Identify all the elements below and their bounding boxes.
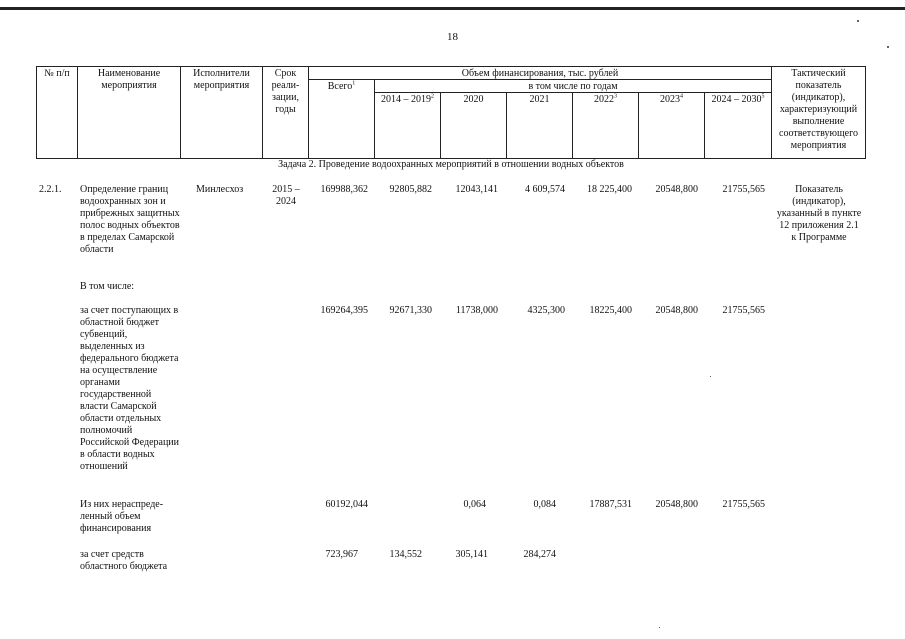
header-total xyxy=(308,79,375,159)
federal-funding-name: за счет поступающих в областной бюджет субвенций, выделенных из федерального бюджета на осуществление органами государственной власти Самарской области отдельных полномочий Российской Федерации в области водных отношений xyxy=(80,305,180,472)
header-indicator xyxy=(771,66,866,159)
year-footnote: 2 xyxy=(431,93,434,100)
value-2014-2019: 92805,882 xyxy=(389,184,432,195)
header-year-2024-2030 xyxy=(704,92,772,159)
header-period-text: Срок реали-зации, годы xyxy=(271,68,300,115)
regional-funding-name: за счет средств областного бюджета xyxy=(80,549,168,572)
total-value: 169264,395 xyxy=(320,305,368,316)
header-year-2022 xyxy=(572,92,639,159)
period: 2015 – 2024 xyxy=(272,184,300,207)
value-2022: 17887,531 xyxy=(589,499,632,510)
row-number: 2.2.1. xyxy=(39,184,62,195)
value-2014-2019: 134,552 xyxy=(389,549,422,560)
total-value: 60192,044 xyxy=(325,499,368,510)
total-value: 723,967 xyxy=(325,549,358,560)
value-2021: 0,084 xyxy=(533,499,556,510)
value-2022: 18225,400 xyxy=(589,305,632,316)
value-2024-2030: 21755,565 xyxy=(722,499,765,510)
top-border-rule xyxy=(0,7,905,10)
task-heading: Задача 2. Проведение водоохранных мероприятий в отношении водных объектов xyxy=(278,159,624,170)
scan-speck xyxy=(710,376,711,377)
header-funding xyxy=(308,66,772,80)
header-indicator-text: Тактический показатель (индикатор), характеризующий выполнение соответствующего мероприятия xyxy=(779,68,858,151)
measure-name: Определение границ водоохранных зон и прибрежных защитных полос водных объектов в пределах Самарской области xyxy=(80,184,180,255)
year-footnote: 5 xyxy=(761,93,765,100)
value-2023: 20548,800 xyxy=(655,184,698,195)
scan-speck xyxy=(659,627,660,628)
year-label: 2024 – 2030 xyxy=(711,94,762,105)
year-label: 2022 xyxy=(594,94,614,105)
value-2021: 284,274 xyxy=(523,549,556,560)
header-year-2014-2019 xyxy=(374,92,441,159)
year-label: 2020 xyxy=(463,94,484,105)
year-label: 2014 – 2019 xyxy=(381,94,431,105)
header-number xyxy=(36,66,78,159)
value-2024-2030: 21755,565 xyxy=(722,184,765,195)
value-2021: 4325,300 xyxy=(527,305,565,316)
indicator: Показатель (индикатор), указанный в пункте 12 приложения 2.1 к Программе xyxy=(776,184,862,243)
header-name xyxy=(77,66,181,159)
value-2020: 305,141 xyxy=(455,549,488,560)
page-number: 18 xyxy=(447,31,458,43)
value-2021: 4 609,574 xyxy=(525,184,565,195)
unallocated-name: Из них нераспреде-ленный объем финансирования xyxy=(80,499,164,534)
year-label: 2023 xyxy=(660,94,680,105)
value-2023: 20548,800 xyxy=(655,305,698,316)
value-2020: 0,064 xyxy=(463,499,486,510)
header-funding-text: Объем финансирования, тыс. рублей xyxy=(461,68,619,79)
including-label: В том числе: xyxy=(80,281,135,292)
header-number-text: № п/п xyxy=(44,68,70,79)
year-footnote: 3 xyxy=(614,93,617,100)
executor: Минлесхоз xyxy=(196,184,244,195)
header-total-text: Всего xyxy=(327,81,353,92)
header-executor xyxy=(180,66,263,159)
header-by-years xyxy=(374,79,772,93)
header-total-footnote: 1 xyxy=(352,80,356,87)
header-by-years-text: в том числе по годам xyxy=(528,81,618,92)
header-year-2023 xyxy=(638,92,705,159)
value-2023: 20548,800 xyxy=(655,499,698,510)
header-year-2020 xyxy=(440,92,507,159)
scan-speck xyxy=(857,20,859,22)
header-name-text: Наименование мероприятия xyxy=(97,68,161,91)
header-period xyxy=(262,66,309,159)
scan-speck xyxy=(887,46,889,48)
value-2020: 11738,000 xyxy=(455,305,498,316)
value-2022: 18 225,400 xyxy=(587,184,632,195)
header-year-2021 xyxy=(506,92,573,159)
value-2020: 12043,141 xyxy=(455,184,498,195)
year-label: 2021 xyxy=(529,94,550,105)
value-2014-2019: 92671,330 xyxy=(389,305,432,316)
total-value: 169988,362 xyxy=(320,184,368,195)
year-footnote: 4 xyxy=(680,93,683,100)
value-2024-2030: 21755,565 xyxy=(722,305,765,316)
header-executor-text: Исполнители мероприятия xyxy=(193,68,250,91)
